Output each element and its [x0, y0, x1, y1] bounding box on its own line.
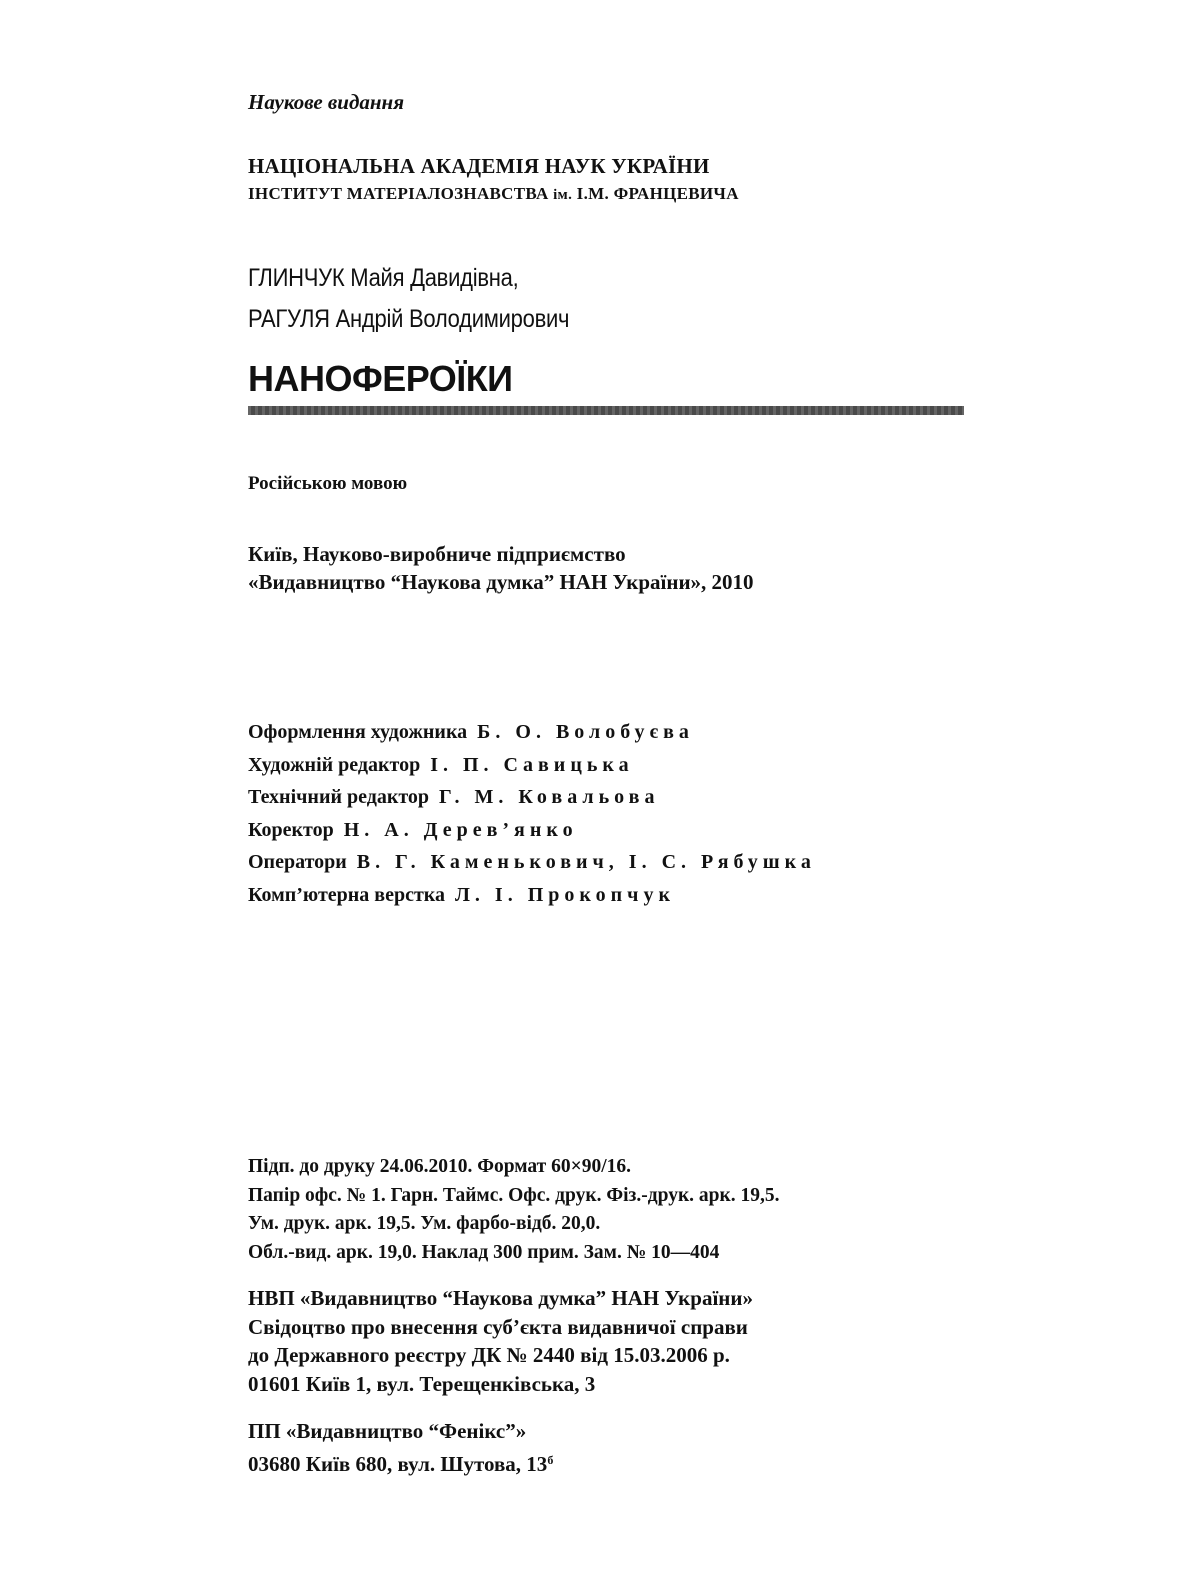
publisher-line: 01601 Київ 1, вул. Терещенківська, 3 — [248, 1371, 596, 1396]
authors-block — [248, 258, 569, 340]
print-spec-line: Підп. до друку 24.06.2010. Формат 60×90/16. — [248, 1156, 632, 1177]
credit-operators: Оператори В. Г. Каменькович, І. С. Рябушка — [248, 851, 816, 873]
print-spec-line: Папір офс. № 1. Гарн. Таймс. Офс. друк. Фіз.-друк. арк. 19,5. — [248, 1184, 780, 1206]
organization-academy: НАЦІОНАЛЬНА АКАДЕМІЯ НАУК УКРАЇНИ — [248, 154, 710, 178]
imprint-line: «Видавництво “Наукова думка” НАН України», 2010 — [248, 570, 754, 594]
printer-block — [248, 1417, 553, 1478]
credit-art-editor: Художній редактор І. П. Савицька — [248, 753, 634, 776]
credit-layout: Комп’ютерна верстка Л. І. Прокопчук — [248, 883, 675, 906]
book-title: НАНОФЕРОЇКИ — [248, 358, 513, 399]
language-note: Російською мовою — [248, 473, 408, 494]
organization-block — [248, 152, 739, 209]
publisher-line: до Державного реєстру ДК № 2440 від 15.03.2006 р. — [248, 1343, 730, 1367]
print-specs-block — [248, 1153, 780, 1267]
print-spec-line: Ум. друк. арк. 19,5. Ум. фарбо-відб. 20,0. — [248, 1213, 601, 1234]
publication-type: Наукове видання — [248, 90, 405, 114]
publisher-line: НВП «Видавництво “Наукова думка” НАН України» — [248, 1286, 753, 1310]
credit-tech-editor: Технічний редактор Г. М. Ковальова — [248, 786, 660, 808]
print-spec-line: Обл.-вид. арк. 19,0. Наклад 300 прим. Зам. № 10—404 — [248, 1241, 720, 1263]
imprint-block — [248, 540, 754, 596]
credit-proofreader: Коректор Н. А. Дерев’янко — [248, 818, 578, 841]
imprint-line: Київ, Науково-виробниче підприємство — [248, 542, 626, 566]
author-2: РАГУЛЯ Андрій Володимирович — [248, 305, 570, 333]
organization-institute: ІНСТИТУТ МАТЕРІАЛОЗНАВСТВА ім. І.М. ФРАНЦЕВИЧА — [248, 184, 739, 203]
publisher-line: Свідоцтво про внесення суб’єкта видавничої справи — [248, 1314, 748, 1339]
author-1: ГЛИНЧУК Майя Давидівна, — [248, 264, 519, 292]
printer-address: 03680 Київ 680, вул. Шутова, $13^б$ — [248, 1451, 554, 1476]
credits-block — [248, 716, 816, 911]
credit-designer: Оформлення художника Б. О. Волобуєва — [248, 721, 694, 743]
title-rule — [248, 406, 964, 415]
publisher-block — [248, 1284, 753, 1398]
printer-name: ПП «Видавництво “Фенікс”» — [248, 1419, 527, 1443]
